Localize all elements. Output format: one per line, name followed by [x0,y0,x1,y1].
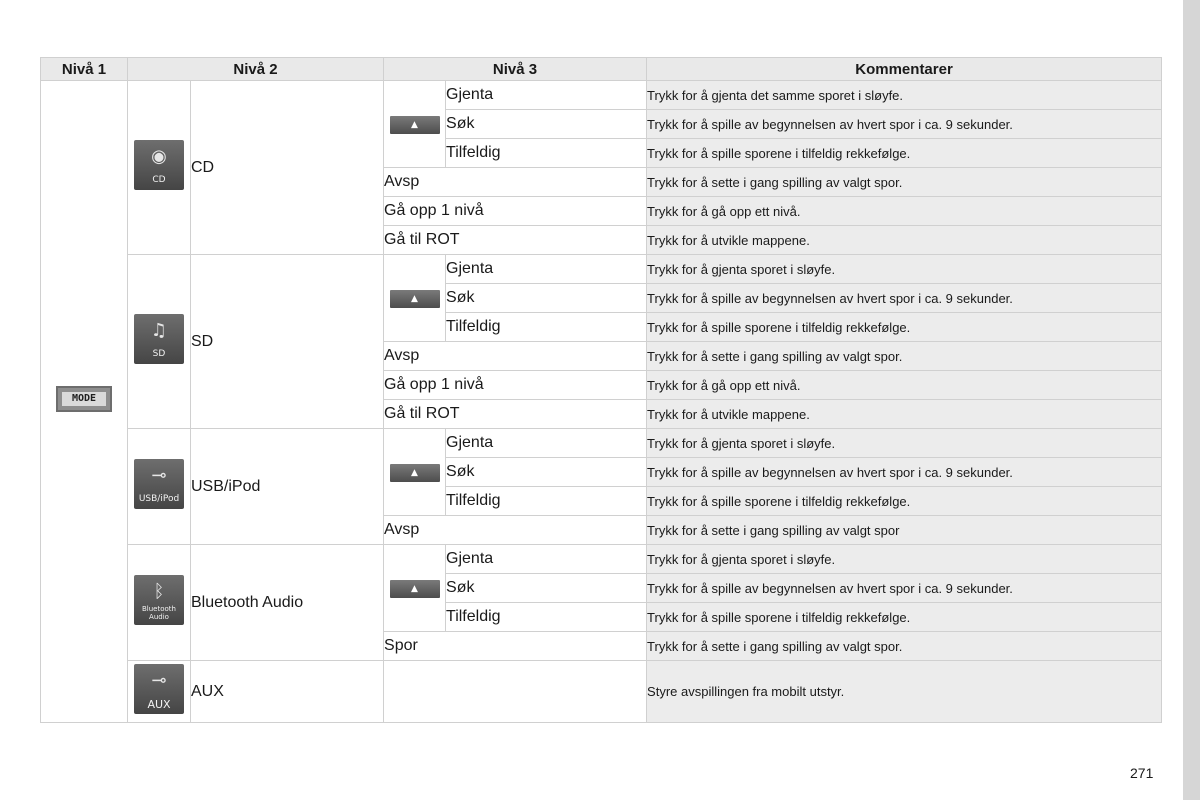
option-track: Spor [384,632,647,661]
comment-cell: Trykk for å spille av begynnelsen av hvert spor i ca. 9 sekunder. [647,574,1162,603]
comment-cell: Trykk for å spille av begynnelsen av hvert spor i ca. 9 sekunder. [647,458,1162,487]
up-arrow-icon: ▲ [390,464,440,482]
option-up-level: Gå opp 1 nivå [384,197,647,226]
comment-cell: Trykk for å spille sporene i tilfeldig rekkefølge. [647,603,1162,632]
comment-cell: Trykk for å gjenta sporet i sløyfe. [647,545,1162,574]
up-arrow-cell [384,429,446,516]
option-repeat: Gjenta [446,255,647,284]
comment-cell: Trykk for å gjenta sporet i sløyfe. [647,429,1162,458]
comment-cell: Trykk for å gå opp ett nivå. [647,197,1162,226]
up-arrow-cell [384,81,446,168]
comment-cell: Trykk for å sette i gang spilling av valgt spor [647,516,1162,545]
comment-cell: Trykk for å spille av begynnelsen av hvert spor i ca. 9 sekunder. [647,110,1162,139]
comment-cell: Trykk for å gjenta sporet i sløyfe. [647,255,1162,284]
option-repeat: Gjenta [446,81,647,110]
aux-icon-cell [128,661,191,723]
table-row [41,429,1162,458]
option-play: Avsp [384,342,647,371]
level1-cell [41,81,128,723]
option-play: Avsp [384,516,647,545]
cd-icon-cell [128,81,191,255]
mode-button-icon: MODE [56,386,112,412]
option-scan: Søk [446,110,647,139]
option-root: Gå til ROT [384,400,647,429]
up-arrow-cell [384,255,446,342]
bluetooth-icon: ᛒ Bluetooth Audio [134,575,184,625]
option-random: Tilfeldig [446,487,647,516]
comment-cell: Trykk for å sette i gang spilling av valgt spor. [647,342,1162,371]
option-root: Gå til ROT [384,226,647,255]
page-number: 271 [1130,765,1154,781]
source-name-bluetooth: Bluetooth Audio [191,545,384,661]
source-name-usb: USB/iPod [191,429,384,545]
table-row [41,81,1162,110]
aux-icon: ⊸ AUX [134,664,184,714]
option-random: Tilfeldig [446,313,647,342]
page-edge-strip [1183,0,1200,800]
table-row [41,255,1162,284]
table-row [41,545,1162,574]
comment-cell: Trykk for å gjenta det samme sporet i sløyfe. [647,81,1162,110]
source-name-cd: CD [191,81,384,255]
comment-cell: Trykk for å sette i gang spilling av valgt spor. [647,632,1162,661]
option-repeat: Gjenta [446,429,647,458]
header-level2: Nivå 2 [128,58,384,81]
option-scan: Søk [446,574,647,603]
aux-empty-cell [384,661,647,723]
comment-cell: Trykk for å gå opp ett nivå. [647,371,1162,400]
cd-icon: ◉ CD [134,140,184,190]
comment-cell: Trykk for å spille sporene i tilfeldig rekkefølge. [647,313,1162,342]
comment-cell: Trykk for å spille av begynnelsen av hvert spor i ca. 9 sekunder. [647,284,1162,313]
comment-cell: Trykk for å utvikle mappene. [647,400,1162,429]
option-scan: Søk [446,458,647,487]
table-header-row [41,58,1162,81]
header-level3: Nivå 3 [384,58,647,81]
comment-cell: Trykk for å utvikle mappene. [647,226,1162,255]
comment-cell: Styre avspillingen fra mobilt utstyr. [647,661,1162,723]
comment-cell: Trykk for å spille sporene i tilfeldig rekkefølge. [647,487,1162,516]
source-name-aux: AUX [191,661,384,723]
option-random: Tilfeldig [446,603,647,632]
up-arrow-icon: ▲ [390,116,440,134]
header-level1: Nivå 1 [41,58,128,81]
usb-icon: ⊸ USB/iPod [134,459,184,509]
option-play: Avsp [384,168,647,197]
usb-icon-cell [128,429,191,545]
table-row [41,661,1162,723]
option-up-level: Gå opp 1 nivå [384,371,647,400]
sd-icon-cell [128,255,191,429]
source-name-sd: SD [191,255,384,429]
option-scan: Søk [446,284,647,313]
comment-cell: Trykk for å sette i gang spilling av valgt spor. [647,168,1162,197]
bluetooth-icon-cell [128,545,191,661]
header-comments: Kommentarer [647,58,1162,81]
up-arrow-icon: ▲ [390,290,440,308]
comment-cell: Trykk for å spille sporene i tilfeldig rekkefølge. [647,139,1162,168]
up-arrow-icon: ▲ [390,580,440,598]
sd-icon: ♫ SD [134,314,184,364]
option-random: Tilfeldig [446,139,647,168]
option-repeat: Gjenta [446,545,647,574]
up-arrow-cell [384,545,446,632]
audio-source-menu-table [40,57,1162,723]
